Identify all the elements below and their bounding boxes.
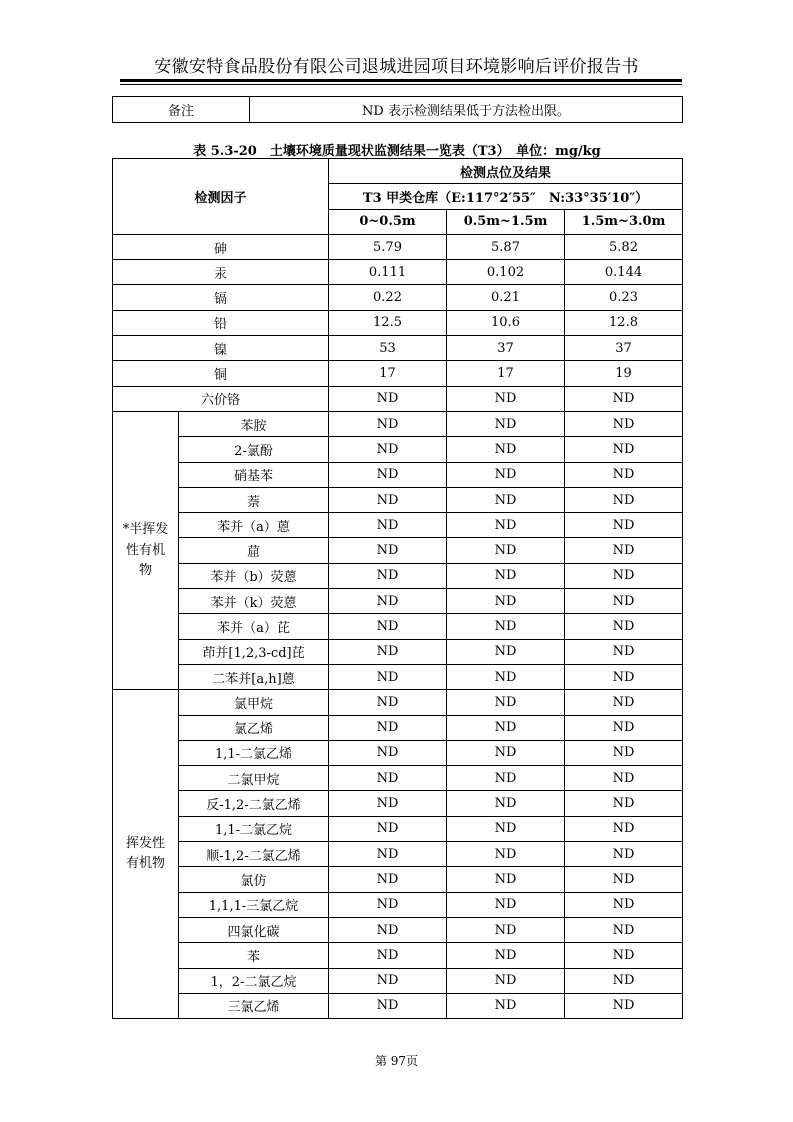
result-cell: 37 [565, 336, 683, 361]
result-cell: ND [447, 614, 565, 639]
factor-name: 二苯并[a,h]蒽 [179, 664, 329, 689]
result-cell: 12.8 [565, 310, 683, 335]
result-cell: ND [565, 589, 683, 614]
table-row [113, 234, 683, 259]
factor-name: 三氯乙烯 [179, 993, 329, 1018]
table-row [113, 993, 683, 1018]
factor-name: 苯并（k）荧蒽 [179, 589, 329, 614]
factor-name: 苯并（a）芘 [179, 614, 329, 639]
factor-name: 氯甲烷 [179, 690, 329, 715]
soil-monitoring-table-body [113, 159, 683, 1019]
result-cell: ND [565, 690, 683, 715]
result-cell: ND [329, 766, 447, 791]
factor-name: 镍 [113, 336, 329, 361]
result-cell: ND [447, 943, 565, 968]
table-row [113, 614, 683, 639]
result-cell: ND [565, 943, 683, 968]
result-cell: ND [329, 690, 447, 715]
depth-header: 0.5m~1.5m [447, 209, 565, 234]
result-cell: ND [447, 487, 565, 512]
result-cell: 17 [447, 361, 565, 386]
factor-name: 汞 [113, 260, 329, 285]
result-cell: ND [447, 993, 565, 1018]
table-row [113, 867, 683, 892]
result-cell: ND [565, 715, 683, 740]
table-row [113, 690, 683, 715]
header-rule-thin [120, 84, 682, 85]
result-cell: ND [447, 462, 565, 487]
factor-name: 镉 [113, 285, 329, 310]
result-cell: ND [329, 538, 447, 563]
result-cell: ND [447, 740, 565, 765]
result-cell: ND [447, 664, 565, 689]
result-cell: ND [565, 740, 683, 765]
result-cell: ND [447, 437, 565, 462]
result-cell: ND [329, 411, 447, 436]
factor-name: 1,1,1-三氯乙烷 [179, 892, 329, 917]
group-header: 检测点位及结果 [329, 159, 683, 184]
table-row [113, 361, 683, 386]
result-cell: ND [329, 715, 447, 740]
result-cell: ND [565, 816, 683, 841]
result-cell: 5.79 [329, 234, 447, 259]
result-cell: 5.82 [565, 234, 683, 259]
result-cell: ND [329, 993, 447, 1018]
table-row [113, 766, 683, 791]
group-label: *半挥发 性有机 物 [113, 411, 179, 689]
result-cell: ND [329, 487, 447, 512]
remark-row [113, 97, 683, 123]
table-row [113, 487, 683, 512]
factor-name: 反-1,2-二氯乙烯 [179, 791, 329, 816]
group-label: 挥发性 有机物 [113, 690, 179, 1019]
table-row [113, 462, 683, 487]
result-cell: ND [565, 563, 683, 588]
result-cell: ND [329, 816, 447, 841]
result-cell: ND [565, 437, 683, 462]
result-cell: ND [447, 513, 565, 538]
remark-table [112, 96, 683, 123]
result-cell: 37 [447, 336, 565, 361]
result-cell: ND [329, 892, 447, 917]
result-cell: ND [565, 766, 683, 791]
result-cell: ND [447, 715, 565, 740]
table-row [113, 538, 683, 563]
table-row [113, 386, 683, 411]
factor-name: 苯并（a）蒽 [179, 513, 329, 538]
result-cell: ND [329, 513, 447, 538]
result-cell: ND [329, 589, 447, 614]
table-row [113, 336, 683, 361]
result-cell: ND [447, 386, 565, 411]
result-cell: ND [329, 462, 447, 487]
result-cell: ND [565, 968, 683, 993]
result-cell: ND [565, 462, 683, 487]
result-cell: 17 [329, 361, 447, 386]
result-cell: ND [329, 740, 447, 765]
result-cell: ND [329, 867, 447, 892]
result-cell: ND [447, 563, 565, 588]
table-row [113, 943, 683, 968]
result-cell: 19 [565, 361, 683, 386]
table-row [113, 715, 683, 740]
depth-header: 0~0.5m [329, 209, 447, 234]
result-cell: ND [447, 589, 565, 614]
result-cell: ND [329, 437, 447, 462]
result-cell: ND [565, 513, 683, 538]
soil-monitoring-table [112, 158, 683, 1019]
factor-name: 2-氯酚 [179, 437, 329, 462]
factor-name: 铅 [113, 310, 329, 335]
table-row [113, 260, 683, 285]
factor-name: 四氯化碳 [179, 917, 329, 942]
result-cell: ND [329, 664, 447, 689]
header-rule-thick [120, 79, 682, 82]
result-cell: 0.144 [565, 260, 683, 285]
table-row [113, 285, 683, 310]
result-cell: ND [565, 917, 683, 942]
factor-name: 苯 [179, 943, 329, 968]
result-cell: ND [565, 867, 683, 892]
result-cell: ND [447, 892, 565, 917]
remark-text: ND 表示检测结果低于方法检出限。 [250, 97, 683, 123]
result-cell: ND [329, 968, 447, 993]
result-cell: 0.23 [565, 285, 683, 310]
result-cell: ND [565, 639, 683, 664]
factor-name: 茚并[1,2,3-cd]芘 [179, 639, 329, 664]
factor-name: 氯仿 [179, 867, 329, 892]
factor-name: 苯并（b）荧蒽 [179, 563, 329, 588]
factor-name: 硝基苯 [179, 462, 329, 487]
factor-name: 1，2-二氯乙烷 [179, 968, 329, 993]
result-cell: ND [447, 690, 565, 715]
result-cell: ND [447, 917, 565, 942]
table-row [113, 917, 683, 942]
result-cell: 53 [329, 336, 447, 361]
result-cell: ND [447, 842, 565, 867]
document-header-title: 安徽安特食品股份有限公司退城进园项目环境影响后评价报告书 [154, 57, 639, 77]
table-row [113, 740, 683, 765]
result-cell: ND [565, 538, 683, 563]
table-row [113, 968, 683, 993]
site-header: T3 甲类仓库（E:117°2′55″ N:33°35′10″） [329, 184, 683, 209]
factor-name: 顺-1,2-二氯乙烯 [179, 842, 329, 867]
result-cell: 10.6 [447, 310, 565, 335]
table-row [113, 310, 683, 335]
result-cell: 0.21 [447, 285, 565, 310]
result-cell: ND [565, 386, 683, 411]
table-row [113, 664, 683, 689]
factor-name: 苯胺 [179, 411, 329, 436]
result-cell: ND [329, 563, 447, 588]
result-cell: ND [447, 766, 565, 791]
result-cell: ND [329, 614, 447, 639]
result-cell: ND [329, 943, 447, 968]
result-cell: ND [565, 993, 683, 1018]
factor-name: 1,1-二氯乙烷 [179, 816, 329, 841]
result-cell: ND [565, 842, 683, 867]
factor-name: 1,1-二氯乙烯 [179, 740, 329, 765]
header-row-1 [113, 159, 683, 184]
table-row [113, 437, 683, 462]
factor-name: 氯乙烯 [179, 715, 329, 740]
result-cell: ND [565, 791, 683, 816]
table-row [113, 816, 683, 841]
factor-name: 䓛 [179, 538, 329, 563]
result-cell: ND [565, 487, 683, 512]
factor-name: 砷 [113, 234, 329, 259]
table-row [113, 411, 683, 436]
result-cell: ND [447, 816, 565, 841]
result-cell: ND [565, 892, 683, 917]
result-cell: ND [447, 639, 565, 664]
result-cell: ND [329, 842, 447, 867]
result-cell: 5.87 [447, 234, 565, 259]
result-cell: ND [329, 917, 447, 942]
result-cell: 0.111 [329, 260, 447, 285]
table-row [113, 842, 683, 867]
factor-name: 铜 [113, 361, 329, 386]
result-cell: ND [329, 791, 447, 816]
factor-name: 二氯甲烷 [179, 766, 329, 791]
result-cell: 0.102 [447, 260, 565, 285]
factor-header: 检测因子 [113, 159, 329, 235]
result-cell: ND [565, 664, 683, 689]
table-row [113, 639, 683, 664]
factor-name: 六价铬 [113, 386, 329, 411]
result-cell: ND [447, 791, 565, 816]
result-cell: ND [329, 386, 447, 411]
result-cell: ND [329, 639, 447, 664]
remark-label: 备注 [113, 97, 250, 123]
result-cell: 12.5 [329, 310, 447, 335]
result-cell: ND [565, 411, 683, 436]
page-number: 第 97页 [374, 1054, 419, 1068]
result-cell: ND [447, 867, 565, 892]
table-caption: 表 5.3-20 土壤环境质量现状监测结果一览表（T3） 单位：mg/kg [193, 144, 601, 159]
table-row [113, 589, 683, 614]
table-row [113, 892, 683, 917]
table-row [113, 513, 683, 538]
table-row [113, 563, 683, 588]
result-cell: ND [447, 538, 565, 563]
depth-header: 1.5m~3.0m [565, 209, 683, 234]
result-cell: 0.22 [329, 285, 447, 310]
result-cell: ND [447, 968, 565, 993]
result-cell: ND [447, 411, 565, 436]
factor-name: 萘 [179, 487, 329, 512]
result-cell: ND [565, 614, 683, 639]
table-row [113, 791, 683, 816]
